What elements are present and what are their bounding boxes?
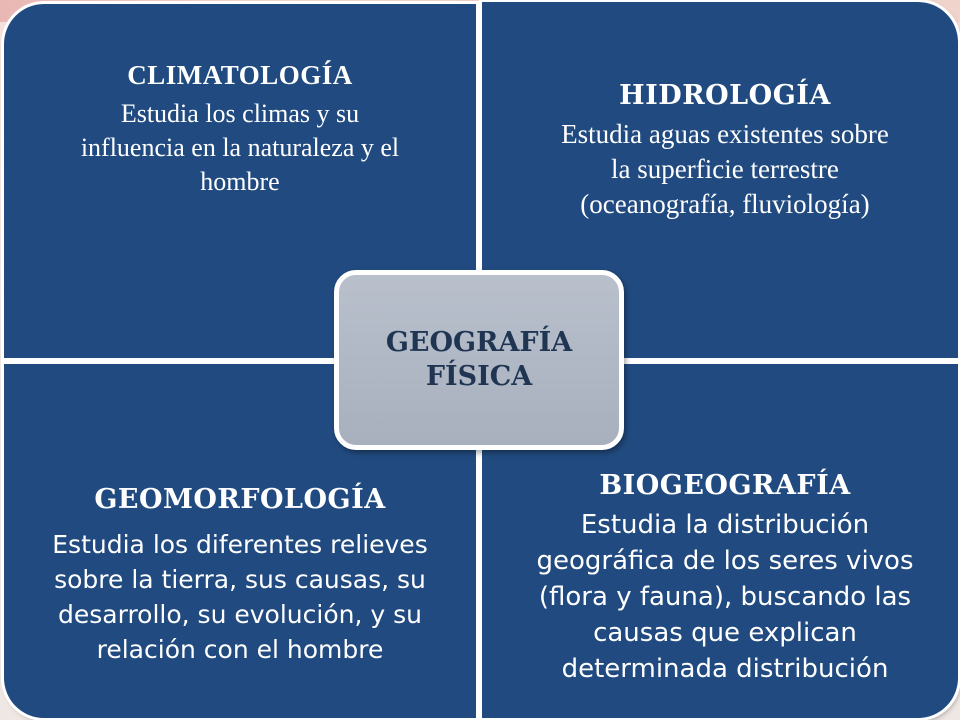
quadrant-title: CLIMATOLOGÍA: [127, 60, 353, 90]
description-line: determinada distribución: [561, 654, 889, 684]
center-title-line: FÍSICA: [425, 361, 533, 392]
quadrant-description: [536, 507, 913, 687]
description-line: relación con el hombre: [96, 635, 384, 664]
center-node-geografia-fisica: [334, 270, 624, 450]
quadrant-description: [81, 97, 399, 199]
description-line: influencia en la naturaleza y el: [80, 133, 400, 162]
description-line: Estudia los diferentes relieves: [52, 530, 428, 559]
description-line: (oceanografía, fluviología): [580, 189, 870, 219]
description-line: (flora y fauna), buscando las: [538, 582, 912, 612]
description-line: Estudia la distribución: [580, 510, 870, 540]
quadrant-description: [561, 117, 889, 222]
quadrant-description: [52, 527, 427, 667]
description-line: desarrollo, su evolución, y su: [58, 600, 422, 629]
description-line: Estudia los climas y su: [120, 99, 360, 128]
description-line: sobre la tierra, sus causas, su: [54, 565, 426, 594]
quadrant-title: GEOMORFOLOGÍA: [94, 484, 386, 515]
description-line: la superficie terrestre: [611, 154, 839, 184]
quadrant-title: BIOGEOGRAFÍA: [599, 470, 851, 501]
description-line: geográfica de los seres vivos: [536, 546, 914, 576]
description-line: hombre: [200, 167, 280, 196]
description-line: causas que explican: [593, 618, 857, 648]
description-line: Estudia aguas existentes sobre: [561, 119, 889, 149]
center-title-line: GEOGRAFÍA: [385, 327, 573, 358]
quadrant-title: HIDROLOGÍA: [619, 80, 831, 111]
